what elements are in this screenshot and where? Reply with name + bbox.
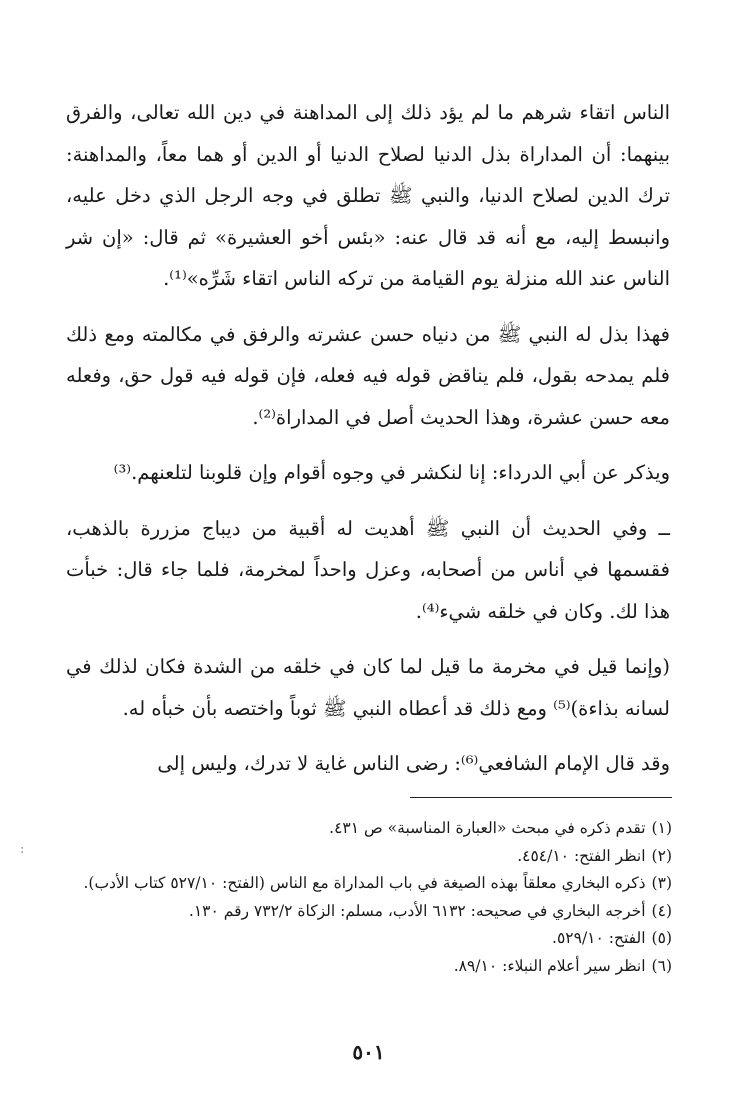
footnote-number: (٥): [651, 929, 672, 947]
footnotes: [72, 815, 672, 980]
paragraph-5: (وإنما قيل في مخرمة ما قيل لما كان في خلقه من الشدة فكان لذلك في لسانه بذاءة)⁽⁵⁾ ومع ذلك قد أعطاه النبي ﷺ ثوباً واختصه بأن خبأه له.: [66, 655, 670, 720]
footnote-number: (٦): [651, 956, 672, 975]
paragraph-6: وقد قال الإمام الشافعي⁽⁶⁾: رضى الناس غاية لا تدرك، وليس إلى: [157, 752, 670, 775]
footnote-separator: [410, 797, 672, 798]
footnote-text: ذكره البخاري معلقاً بهذه الصيغة في باب المداراة مع الناس (الفتح: ٥٢٧/١٠ كتاب الأدب).: [83, 874, 646, 892]
footnote-2: [72, 843, 672, 871]
footnote-number: (٢): [651, 846, 672, 865]
footnote-6: [72, 953, 672, 981]
footnote-1: [72, 815, 672, 843]
footnote-number: (١): [651, 819, 672, 837]
footnote-text: انظر سير أعلام النبلاء: ٨٩/١٠.: [453, 956, 646, 975]
paragraph-4: ــ وفي الحديث أن النبي ﷺ أهديت له أقبية من ديباج مزررة بالذهب، فقسمها في أناس من أصحابه، وعزل واحداً لمخرمة، فلما جاء قال: خبأت هذا لك. وكان في خلقه شيء⁽⁴⁾.: [66, 516, 670, 623]
footnote-text: انظر الفتح: ٤٥٤/١٠.: [517, 846, 646, 865]
footnote-text: الفتح: ٥٢٩/١٠.: [552, 929, 646, 947]
footnote-3: [72, 870, 672, 898]
footnote-5: [72, 925, 672, 953]
footnote-4: [72, 898, 672, 926]
footnote-number: (٣): [651, 874, 672, 892]
page-number: ٥٠١: [352, 1040, 385, 1064]
main-text: [66, 92, 670, 799]
paragraph-1: الناس اتقاء شرهم ما لم يؤد ذلك إلى المداهنة في دين الله تعالى، والفرق بينهما: أن المداراة بذل الدنيا لصلاح الدنيا أو الدين أو هما معاً، والمداهنة: ترك الدين لصلاح الدنيا، والنبي ﷺ تطلق في وجه الرجل الذي دخل عليه، وانبسط إليه، مع أنه قد قال عنه: «بئس أخو العشيرة» ثم قال: «إن شر الناس عند الله منزلة يوم القيامة من تركه الناس اتقاء شَرِّه»⁽¹⁾.: [66, 101, 670, 290]
footnote-number: (٤): [651, 901, 672, 920]
paragraph-3: ويذكر عن أبي الدرداء: إنا لنكشر في وجوه أقوام وإن قلوبنا لتلعنهم.⁽³⁾: [113, 461, 670, 484]
paragraph-2: فهذا بذل له النبي ﷺ من دنياه حسن عشرته والرفق في مكالمته ومع ذلك فلم يمدحه بقول، فلم يناقض قوله فيه فعله، فإن قوله فيه قول حق، وفعله معه حسن عشرة، وهذا الحديث أصل في المداراة⁽²⁾.: [66, 322, 670, 429]
margin-mark: :: [20, 842, 25, 857]
footnote-text: تقدم ذكره في مبحث «العبارة المناسبة» ص ٤٣١.: [329, 819, 646, 837]
footnote-text: أخرجه البخاري في صحيحه: ٦١٣٢ الأدب، مسلم: الزكاة ٧٣٢/٢ رقم ١٣٠.: [188, 901, 646, 920]
